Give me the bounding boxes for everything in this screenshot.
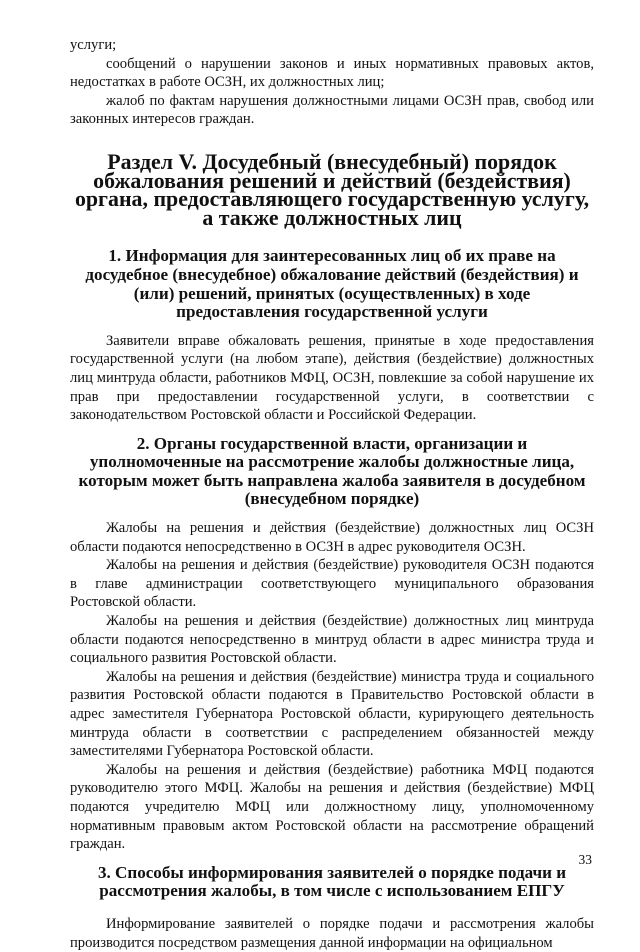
subsection2-paragraph-1: Жалобы на решения и действия (бездействие) должностных лиц ОСЗН области подаются непосредственно в ОСЗН в адрес руководителя ОСЗН. [70, 520, 594, 555]
intro-line-violation-reports: сообщений о нарушении законов и иных нормативных правовых актов, недостатках в работе ОСЗН, их должностных лиц; [70, 55, 594, 91]
subsection3-title: 3. Способы информирования заявителей о порядке подачи и рассмотрения жалобы, в том числе с использованием ЕПГУ [97, 862, 567, 901]
document-page [70, 36, 594, 952]
subsection2-paragraph-3: Жалобы на решения и действия (бездействие) должностных лиц минтруда области подаются непосредственно в минтруд области в адрес министра труда и социального развития Ростовской области. [70, 613, 594, 667]
subsection3-paragraph: Информирование заявителей о порядке подачи и рассмотрения жалобы производится посредством размещения данной информации на официальном [70, 915, 594, 951]
subsection2-paragraph-2: Жалобы на решения и действия (бездействие) руководителя ОСЗН подаются в главе администрации соответствующего муниципального образования Ростовской области. [70, 557, 594, 611]
subsection2-paragraph-5: Жалобы на решения и действия (бездействие) работника МФЦ подаются руководителю этого МФЦ. Жалобы на решения и действия (бездействие) МФЦ подаются учредителю МФЦ или должностному лицу, уполномоченному нормативным правовым актом Ростовской области на рассмотрение обращений граждан. [70, 761, 594, 853]
subsection1-title: 1. Информация для заинтересованных лиц об их праве на досудебное (внесудебное) обжалование действий (бездействия) и (или) решений, принятых (осуществленных) в ходе предоставления государственной услуги [85, 246, 579, 322]
section-title: Раздел V. Досудебный (внесудебный) порядок обжалования решений и действий (бездействия) органа, предоставляющего государственную услугу, а также должностных лиц [74, 148, 590, 230]
page-number: 33 [578, 852, 592, 867]
subsection1-paragraph: Заявители вправе обжаловать решения, принятые в ходе предоставления государственной услуги (на любом этапе), действия (бездействие) должностных лиц минтруда области, работников МФЦ, ОСЗН, повлекшие за собой нарушение их прав при предоставлении государственной услуги, в соответствии с законодательством Ростовской области и Российской Федерации. [70, 332, 594, 424]
intro-line-services: услуги; [70, 37, 117, 53]
intro-line-complaints: жалоб по фактам нарушения должностными лицами ОСЗН прав, свобод или законных интересов граждан. [70, 92, 594, 128]
subsection2-paragraph-4: Жалобы на решения и действия (бездействие) министра труда и социального развития Ростовской области подаются в Правительство Ростовской области в адрес заместителя Губернатора Ростовской области, курирующего деятельность минтруда области в соответствии с распределением обязанностей между заместителями Губернатора Ростовской области. [70, 668, 594, 760]
subsection2-title: 2. Органы государственной власти, организации и уполномоченные на рассмотрение жалобы должностные лица, которым может быть направлена жалоба заявителя в досудебном (внесудебном порядке) [78, 433, 586, 509]
